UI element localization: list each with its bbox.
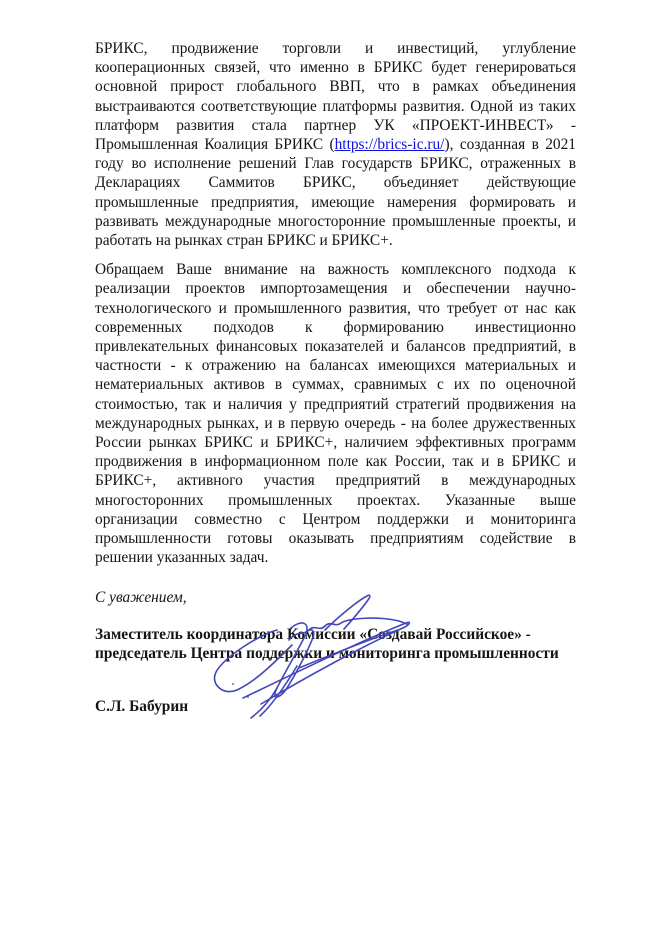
closing-salutation: С уважением, (95, 589, 187, 607)
paragraph-brics-platforms (95, 39, 576, 250)
signer-title-line-1: Заместитель координатора Комиссии «Создавай Российское» - (95, 625, 531, 643)
signature-ink (213, 588, 428, 720)
paragraph-complex-approach: Обращаем Ваше внимание на важность комплексного подхода к реализации проектов импортозамещения и обеспечении научно-технологического и промышленного развития, что требует от нас как современных подходов к формированию инвестиционно привлекательных финансовых показателей и балансов предприятий, в частности - к отражению на балансах имеющихся материальных и нематериальных активов в суммах, сравнимых с их по оценочной стоимостью, так и наличия у предприятий стратегий продвижения на международных рынках, и в первую очередь - на более дружественных России рынках БРИКС и БРИКС+, наличием эффективных программ продвижения в информационном поле как России, так и в БРИКС и БРИКС+, активного участия предприятий в международных многосторонних промышленных проектах. Указанные выше организации совместно с Центром поддержки и мониторинга промышленности готовы оказывать предприятиям содействие в решении указанных задач. (95, 261, 576, 567)
paragraph1-text-after-link: ), созданная в 2021 году во исполнение решений Глав государств БРИКС, отраженных в Декларациях Саммитов БРИКС, объединяет действующие промышленные предприятия, имеющие намерения формировать и развивать международные многосторонние промышленные проекты, и работать на рынках стран БРИКС и БРИКС+. (95, 136, 577, 250)
handwritten-signature (213, 588, 428, 720)
signer-name: С.Л. Бабурин (95, 697, 189, 715)
brics-ic-hyperlink[interactable]: https://brics-ic.ru/ (334, 136, 445, 154)
paragraph1-text-before-link: БРИКС, продвижение торговли и инвестиций, углубление кооперационных связей, что именно в БРИКС будет генерироваться основной прирост глобального ВВП, что в рамках объединения выстраиваются соответствующие платформы развития. Одной из таких платформ развития стала партнер УК «ПРОЕКТ-ИНВЕСТ» - Промышленная Коалиция БРИКС ( (95, 40, 576, 154)
signer-title-line-2: председатель Центра поддержки и мониторинга промышленности (95, 645, 559, 663)
